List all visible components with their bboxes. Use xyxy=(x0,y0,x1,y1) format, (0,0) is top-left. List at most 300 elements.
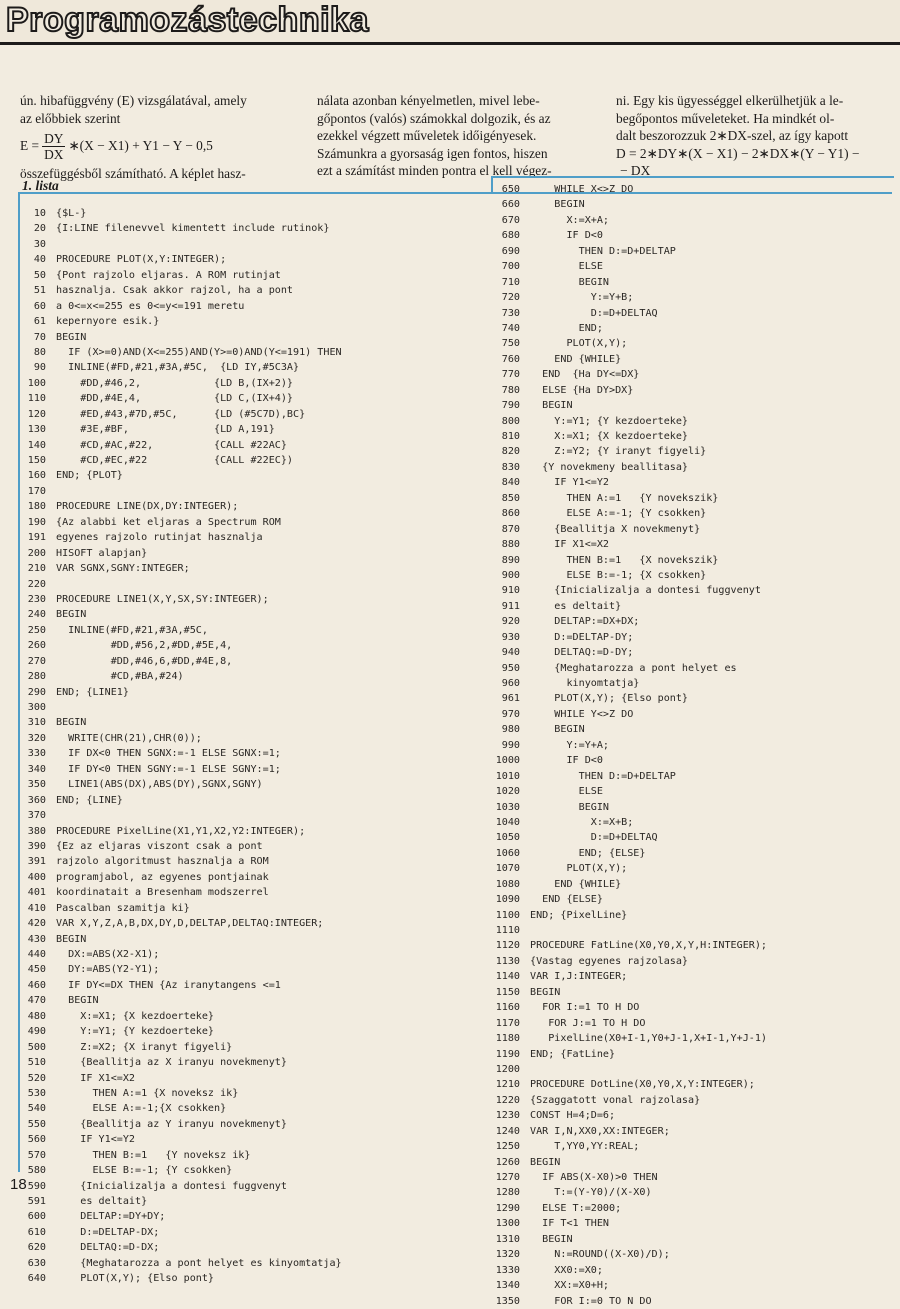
line-number: 30 xyxy=(33,238,46,250)
line-number: 520 xyxy=(27,1072,46,1084)
line-number: 240 xyxy=(27,609,46,621)
code-line xyxy=(486,182,767,197)
code-text: BEGIN xyxy=(530,801,610,813)
line-number: 530 xyxy=(27,1087,46,1099)
line-number: 1190 xyxy=(495,1048,520,1060)
code-text: ELSE T:=2000; xyxy=(530,1202,622,1214)
code-line xyxy=(486,661,767,676)
code-line xyxy=(486,938,767,953)
code-line xyxy=(18,206,342,221)
code-text: {Beallitja az Y iranyu novekmenyt} xyxy=(56,1118,287,1130)
line-number: 400 xyxy=(27,871,46,883)
code-text: IF Y1<=Y2 xyxy=(56,1134,136,1146)
code-line xyxy=(486,691,767,706)
line-number: 130 xyxy=(27,424,46,436)
code-line xyxy=(18,901,342,916)
code-line xyxy=(486,444,767,459)
code-line xyxy=(18,515,342,530)
line-number: 300 xyxy=(27,702,46,713)
intro-line: az előbbiek szerint xyxy=(20,110,121,126)
code-text: T,YY0,YY:REAL; xyxy=(530,1141,640,1153)
code-line xyxy=(18,1040,342,1055)
code-text: PLOT(X,Y); {Elso pont} xyxy=(530,693,689,705)
code-line xyxy=(18,854,342,869)
line-number: 820 xyxy=(501,446,520,458)
line-number: 1220 xyxy=(495,1094,520,1106)
line-number: 591 xyxy=(27,1196,46,1207)
line-number: 260 xyxy=(27,640,46,652)
code-line xyxy=(486,630,767,645)
code-line xyxy=(486,877,767,892)
line-number: 560 xyxy=(27,1134,46,1146)
line-number: 730 xyxy=(501,307,520,319)
line-number: 290 xyxy=(27,686,46,698)
code-text: #DD,#4E,4, {LD C,(IX+4)} xyxy=(56,393,294,405)
line-number: 410 xyxy=(27,902,46,914)
code-text: rajzolo algoritmust hasznalja a ROM xyxy=(56,856,269,868)
code-text: CONST H=4;D=6; xyxy=(530,1110,616,1122)
fraction-numerator: DY xyxy=(44,130,64,146)
code-line xyxy=(486,553,767,568)
code-listing-right xyxy=(486,182,767,1309)
code-text: THEN B:=1 {X novekszik} xyxy=(530,554,719,566)
code-line xyxy=(486,707,767,722)
code-text: D:=D+DELTAQ xyxy=(530,307,658,319)
code-line xyxy=(18,237,342,252)
code-line xyxy=(486,954,767,969)
line-number: 880 xyxy=(501,539,520,551)
line-number: 630 xyxy=(27,1257,46,1269)
code-line xyxy=(486,1155,767,1170)
intro-line: dalt beszorozzuk 2∗DX-szel, az így kapott xyxy=(616,128,849,144)
code-text: LINE1(ABS(DX),ABS(DY),SGNX,SGNY) xyxy=(56,779,263,791)
line-number: 51 xyxy=(33,285,46,297)
code-line xyxy=(486,1093,767,1108)
line-number: 190 xyxy=(27,516,46,528)
code-text: IF X1<=X2 xyxy=(56,1072,136,1084)
code-text: kinyomtatja} xyxy=(530,678,640,689)
code-line xyxy=(18,376,342,391)
line-number: 1150 xyxy=(495,986,520,998)
line-number: 61 xyxy=(33,316,46,328)
error-formula xyxy=(20,127,294,165)
line-number: 720 xyxy=(501,292,520,304)
code-line xyxy=(18,1071,342,1086)
line-number: 270 xyxy=(27,655,46,667)
line-number: 950 xyxy=(501,662,520,674)
line-number: 1180 xyxy=(495,1033,520,1045)
line-number: 200 xyxy=(27,547,46,559)
code-line xyxy=(486,491,767,506)
line-number: 1170 xyxy=(495,1017,520,1029)
code-text: END; {ELSE} xyxy=(530,847,646,859)
line-number: 350 xyxy=(27,779,46,791)
line-number: 1120 xyxy=(495,940,520,952)
code-line xyxy=(486,583,767,598)
code-line xyxy=(486,830,767,845)
code-text: END {Ha DY<=DX} xyxy=(530,369,640,381)
code-line xyxy=(486,769,767,784)
code-line xyxy=(486,197,767,212)
line-number: 1130 xyxy=(495,955,520,967)
code-line xyxy=(18,577,342,592)
code-line xyxy=(18,1256,342,1271)
code-text: IF D<0 xyxy=(530,230,603,242)
line-number: 1280 xyxy=(495,1187,520,1199)
line-number: 750 xyxy=(501,338,520,350)
line-number: 640 xyxy=(27,1273,46,1285)
code-line xyxy=(18,1055,342,1070)
line-number: 890 xyxy=(501,554,520,566)
intro-column-3 xyxy=(616,92,886,180)
code-text: BEGIN xyxy=(530,986,561,998)
code-line xyxy=(486,367,767,382)
line-number: 100 xyxy=(27,377,46,389)
code-line xyxy=(18,1148,342,1163)
code-line xyxy=(486,275,767,290)
code-text: END; {LINE} xyxy=(56,794,123,806)
code-text: BEGIN xyxy=(56,933,87,945)
code-text: BEGIN xyxy=(56,717,87,729)
code-text: #DD,#46,6,#DD,#4E,8, xyxy=(56,655,233,667)
code-text: Z:=X2; {X iranyt figyeli} xyxy=(56,1041,233,1053)
line-number: 860 xyxy=(501,508,520,520)
line-number: 670 xyxy=(501,214,520,226)
code-line xyxy=(486,1047,767,1062)
intro-line: nálata azonban kényelmetlen, mivel lebe- xyxy=(317,93,540,108)
line-number: 170 xyxy=(27,485,46,497)
code-text: {Meghatarozza a pont helyet es kinyomtatja} xyxy=(56,1257,342,1269)
code-text: PLOT(X,Y); xyxy=(530,863,628,875)
code-line xyxy=(18,360,342,375)
line-number: 960 xyxy=(501,678,520,689)
line-number: 70 xyxy=(33,331,46,343)
code-text: BEGIN xyxy=(530,1233,573,1245)
code-line xyxy=(18,1240,342,1255)
code-text: DELTAP:=DX+DX; xyxy=(530,616,640,628)
line-number: 20 xyxy=(33,223,46,235)
code-text: DELTAQ:=D-DX; xyxy=(56,1242,160,1254)
code-line xyxy=(486,1294,767,1309)
code-text: END {WHILE} xyxy=(530,353,622,365)
code-text: WHILE X<>Z DO xyxy=(530,184,634,195)
line-number: 480 xyxy=(27,1010,46,1022)
code-text: BEGIN xyxy=(530,276,610,288)
code-text: VAR I,J:INTEGER; xyxy=(530,971,628,983)
code-line xyxy=(486,676,767,691)
line-number: 150 xyxy=(27,455,46,466)
code-line xyxy=(18,468,342,483)
code-text: IF T<1 THEN xyxy=(530,1218,610,1230)
line-number: 250 xyxy=(27,624,46,636)
intro-line: − DX xyxy=(620,163,651,179)
code-text: Pascalban szamitja ki} xyxy=(56,902,190,914)
line-number: 460 xyxy=(27,979,46,991)
line-number: 790 xyxy=(501,400,520,412)
line-number: 550 xyxy=(27,1118,46,1130)
code-text: X:=X1; {X kezdoerteke} xyxy=(530,431,689,442)
code-text: DELTAP:=DY+DY; xyxy=(56,1211,166,1223)
code-text: #ED,#43,#7D,#5C, {LD (#5C7D),BC} xyxy=(56,408,306,420)
code-text: BEGIN xyxy=(56,609,87,621)
code-line xyxy=(18,993,342,1008)
code-line xyxy=(486,1185,767,1200)
code-text: THEN D:=D+DELTAP xyxy=(530,245,676,257)
code-line xyxy=(18,808,342,823)
code-line xyxy=(486,1170,767,1185)
line-number: 1210 xyxy=(495,1079,520,1091)
code-line xyxy=(18,638,342,653)
code-text: END; {FatLine} xyxy=(530,1048,616,1060)
code-line xyxy=(18,530,342,545)
code-text: kepernyore esik.} xyxy=(56,316,160,328)
intro-line: begőpontos műveleteket. Ha mindkét ol- xyxy=(616,110,835,126)
line-number: 1340 xyxy=(495,1280,520,1292)
line-number: 620 xyxy=(27,1242,46,1254)
line-number: 160 xyxy=(27,470,46,482)
code-line xyxy=(486,722,767,737)
code-text: XX:=X0+H; xyxy=(530,1280,610,1292)
line-number: 830 xyxy=(501,461,520,473)
code-text: DX:=ABS(X2-X1); xyxy=(56,949,160,960)
code-text: PLOT(X,Y); xyxy=(530,338,628,350)
code-text: END {ELSE} xyxy=(530,894,603,906)
line-number: 310 xyxy=(27,717,46,729)
code-text: PROCEDURE DotLine(X0,Y0,X,Y:INTEGER); xyxy=(530,1079,755,1091)
intro-line: D = 2∗DY∗(X − X1) − 2∗DX∗(Y − Y1) − xyxy=(616,145,860,161)
line-number: 1230 xyxy=(495,1110,520,1122)
line-number: 340 xyxy=(27,763,46,775)
code-text: #CD,#BA,#24) xyxy=(56,671,184,683)
code-line xyxy=(486,568,767,583)
line-number: 430 xyxy=(27,933,46,945)
line-number: 1100 xyxy=(495,909,520,921)
code-text: #3E,#BF, {LD A,191} xyxy=(56,424,275,436)
code-text: {Beallitja az X iranyu novekmenyt} xyxy=(56,1057,287,1069)
code-text: END; xyxy=(530,322,603,334)
code-line xyxy=(18,592,342,607)
line-number: 961 xyxy=(501,693,520,705)
code-line xyxy=(486,290,767,305)
line-number: 1270 xyxy=(495,1172,520,1183)
code-line xyxy=(18,1009,342,1024)
code-text: HISOFT alapjan} xyxy=(56,547,148,559)
code-text: {Inicializalja a dontesi fuggvenyt xyxy=(56,1180,287,1192)
code-text: VAR X,Y,Z,A,B,DX,DY,D,DELTAP,DELTAQ:INTEGER; xyxy=(56,918,324,930)
code-line xyxy=(486,244,767,259)
line-number: 320 xyxy=(27,732,46,744)
code-line xyxy=(486,1108,767,1123)
code-line xyxy=(486,1201,767,1216)
code-line xyxy=(18,762,342,777)
line-number: 710 xyxy=(501,276,520,288)
line-number: 60 xyxy=(33,300,46,312)
code-line xyxy=(486,985,767,1000)
line-number: 780 xyxy=(501,384,520,396)
code-line xyxy=(18,438,342,453)
line-number: 1060 xyxy=(495,847,520,859)
code-text: Z:=Y2; {Y iranyt figyeli} xyxy=(530,446,707,458)
code-text: BEGIN xyxy=(530,199,585,211)
line-number: 191 xyxy=(27,532,46,544)
line-number: 330 xyxy=(27,748,46,760)
line-number: 1050 xyxy=(495,832,520,844)
code-text: Y:=Y+B; xyxy=(530,292,634,304)
code-text: ELSE A:=-1;{X csokken} xyxy=(56,1103,227,1115)
header-divider xyxy=(0,42,900,45)
line-number: 660 xyxy=(501,199,520,211)
code-text: END {WHILE} xyxy=(530,878,622,890)
code-text: {I:LINE filenevvel kimentett include rutinok} xyxy=(56,223,330,235)
code-line xyxy=(18,916,342,931)
line-number: 1160 xyxy=(495,1002,520,1014)
intro-line: gőpontos (valós) számokkal dolgozik, és az xyxy=(317,110,551,126)
code-text: XX0:=X0; xyxy=(530,1264,603,1276)
code-text: {Y novekmeny beallitasa} xyxy=(530,461,689,473)
code-text: PROCEDURE PixelLine(X1,Y1,X2,Y2:INTEGER); xyxy=(56,825,306,837)
code-line xyxy=(486,1062,767,1077)
line-number: 1140 xyxy=(495,971,520,983)
code-line xyxy=(18,839,342,854)
code-line xyxy=(486,228,767,243)
code-text: es deltait} xyxy=(530,600,622,612)
code-line xyxy=(18,345,342,360)
section-title: Programozástechnika xyxy=(6,1,369,39)
code-line xyxy=(486,1247,767,1262)
code-text: {Szaggatott vonal rajzolasa} xyxy=(530,1094,701,1106)
code-line xyxy=(486,383,767,398)
code-text: BEGIN xyxy=(530,400,573,412)
intro-column-2 xyxy=(317,92,591,180)
formula-lhs: E = xyxy=(20,138,40,154)
code-text: ELSE xyxy=(530,786,603,798)
line-number: 90 xyxy=(33,362,46,374)
code-text: BEGIN xyxy=(530,724,585,736)
code-line xyxy=(486,475,767,490)
code-text: THEN B:=1 {Y noveksz ik} xyxy=(56,1149,251,1161)
code-text: {Pont rajzolo eljaras. A ROM rutinjat xyxy=(56,269,281,281)
code-text: IF X1<=X2 xyxy=(530,539,610,551)
code-text: D:=DELTAP-DY; xyxy=(530,631,634,643)
code-text: {Ez az eljaras viszont csak a pont xyxy=(56,840,263,852)
code-text: INLINE(#FD,#21,#3A,#5C, xyxy=(56,624,208,636)
code-line xyxy=(486,1124,767,1139)
code-line xyxy=(18,453,342,468)
code-line xyxy=(486,846,767,861)
code-line xyxy=(18,1163,342,1178)
line-number: 690 xyxy=(501,245,520,257)
code-text: X:=X1; {X kezdoerteke} xyxy=(56,1010,215,1022)
code-line xyxy=(486,336,767,351)
code-line xyxy=(18,1209,342,1224)
code-line xyxy=(486,398,767,413)
line-number: 420 xyxy=(27,918,46,930)
code-text: END; {PLOT} xyxy=(56,470,123,482)
code-text: #DD,#56,2,#DD,#5E,4, xyxy=(56,640,233,652)
line-number: 740 xyxy=(501,322,520,334)
code-line xyxy=(486,414,767,429)
line-number: 810 xyxy=(501,431,520,442)
code-text: IF ABS(X-X0)>0 THEN xyxy=(530,1172,658,1183)
line-number: 930 xyxy=(501,631,520,643)
line-number: 1260 xyxy=(495,1156,520,1168)
code-text: PROCEDURE PLOT(X,Y:INTEGER); xyxy=(56,254,227,266)
code-text: ELSE B:=-1; {X csokken} xyxy=(530,569,707,581)
code-line xyxy=(486,506,767,521)
line-number: 850 xyxy=(501,492,520,504)
line-number: 1020 xyxy=(495,786,520,798)
code-text: es deltait} xyxy=(56,1196,148,1207)
code-line xyxy=(18,499,342,514)
line-number: 650 xyxy=(501,184,520,195)
line-number: 1010 xyxy=(495,770,520,782)
code-text: {Az alabbi ket eljaras a Spectrum ROM xyxy=(56,516,281,528)
line-number: 600 xyxy=(27,1211,46,1223)
code-line xyxy=(18,623,342,638)
line-number: 911 xyxy=(501,600,520,612)
code-line xyxy=(486,892,767,907)
code-line xyxy=(486,522,767,537)
code-line xyxy=(18,715,342,730)
code-line xyxy=(18,731,342,746)
line-number: 80 xyxy=(33,346,46,358)
code-text: IF Y1<=Y2 xyxy=(530,477,610,489)
code-line xyxy=(486,645,767,660)
line-number: 220 xyxy=(27,578,46,590)
code-line xyxy=(18,824,342,839)
code-line xyxy=(18,407,342,422)
listing-label: 1. lista xyxy=(22,178,59,193)
line-number: 490 xyxy=(27,1026,46,1038)
line-number: 110 xyxy=(27,393,46,405)
code-line xyxy=(486,923,767,938)
code-text: THEN D:=D+DELTAP xyxy=(530,770,676,782)
code-text: IF (X>=0)AND(X<=255)AND(Y>=0)AND(Y<=191) THEN xyxy=(56,346,342,358)
code-text: {Meghatarozza a pont helyet es xyxy=(530,662,737,674)
line-number: 401 xyxy=(27,887,46,899)
code-line xyxy=(486,321,767,336)
line-number: 1250 xyxy=(495,1141,520,1153)
code-text: D:=DELTAP-DX; xyxy=(56,1226,160,1238)
code-line xyxy=(18,746,342,761)
code-line xyxy=(18,268,342,283)
code-text: ELSE B:=-1; {Y csokken} xyxy=(56,1165,233,1177)
code-text: PROCEDURE LINE(DX,DY:INTEGER); xyxy=(56,501,239,513)
line-number: 870 xyxy=(501,523,520,535)
line-number: 1300 xyxy=(495,1218,520,1230)
code-text: PixelLine(X0+I-1,Y0+J-1,X+I-1,Y+J-1) xyxy=(530,1033,768,1045)
line-number: 1240 xyxy=(495,1125,520,1137)
code-line xyxy=(18,252,342,267)
line-number: 980 xyxy=(501,724,520,736)
code-text: IF DY<=DX THEN {Az iranytangens <=1 xyxy=(56,979,281,991)
code-line xyxy=(18,561,342,576)
line-number: 590 xyxy=(27,1180,46,1192)
code-line xyxy=(486,815,767,830)
code-text: THEN A:=1 {X noveksz ik} xyxy=(56,1087,239,1099)
code-text: DELTAQ:=D-DY; xyxy=(530,647,634,659)
code-text: hasznalja. Csak akkor rajzol, ha a pont xyxy=(56,285,294,297)
code-line xyxy=(18,221,342,236)
code-line xyxy=(18,1132,342,1147)
code-line xyxy=(18,1117,342,1132)
line-number: 1310 xyxy=(495,1233,520,1245)
code-text: WRITE(CHR(21),CHR(0)); xyxy=(56,732,202,744)
code-line xyxy=(486,1000,767,1015)
code-text: IF DY<0 THEN SGNY:=-1 ELSE SGNY:=1; xyxy=(56,763,281,775)
code-line xyxy=(486,1077,767,1092)
code-line xyxy=(18,484,342,499)
